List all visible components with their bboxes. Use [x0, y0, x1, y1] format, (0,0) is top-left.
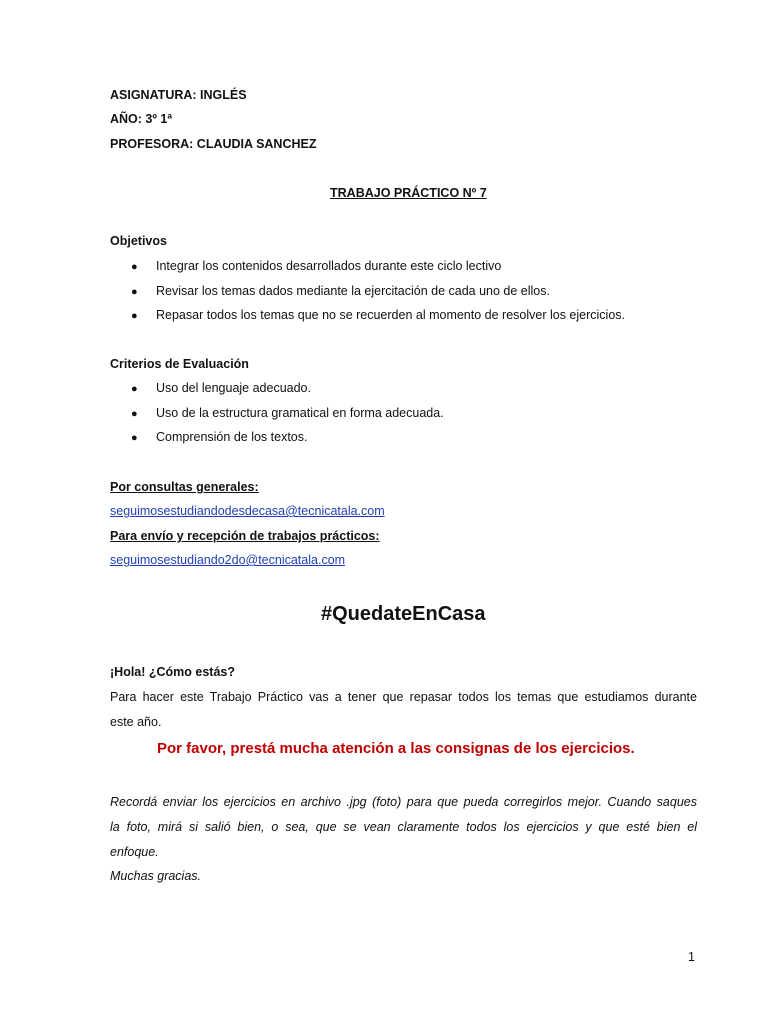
list-item: Repasar todos los temas que no se recuerden al momento de resolver los ejercicios. — [156, 308, 625, 322]
envio-email-link[interactable]: seguimosestudiando2do@tecnicatala.com — [110, 553, 346, 567]
bullet-icon: ● — [131, 261, 138, 273]
list-item: Revisar los temas dados mediante la ejercitación de cada uno de ellos. — [156, 284, 550, 298]
year-line: AÑO: 3º 1ª — [110, 112, 172, 126]
list-item: Comprensión de los textos. — [156, 430, 308, 444]
bullet-icon: ● — [131, 286, 138, 298]
consultas-label: Por consultas generales: — [110, 480, 259, 494]
bullet-icon: ● — [131, 432, 138, 444]
intro-line-1: Para hacer este Trabajo Práctico vas a tener que repasar todos los temas que estudiamos durante — [110, 690, 697, 704]
teacher-line: PROFESORA: CLAUDIA SANCHEZ — [110, 137, 317, 151]
bullet-icon: ● — [131, 383, 138, 395]
criterios-heading: Criterios de Evaluación — [110, 357, 249, 371]
consultas-email-link[interactable]: seguimosestudiandodesdecasa@tecnicatala.com — [110, 504, 385, 518]
objetivos-heading: Objetivos — [110, 234, 167, 248]
subject-line: ASIGNATURA: INGLÉS — [110, 88, 247, 102]
list-item: Integrar los contenidos desarrollados durante este ciclo lectivo — [156, 259, 502, 273]
greeting: ¡Hola! ¿Cómo estás? — [110, 665, 236, 679]
hashtag-heading: #QuedateEnCasa — [321, 603, 486, 625]
bullet-icon: ● — [131, 408, 138, 420]
thanks-line: Muchas gracias. — [110, 869, 202, 883]
note-line-3: enfoque. — [110, 845, 159, 859]
list-item: Uso de la estructura gramatical en forma adecuada. — [156, 406, 444, 420]
page-number: 1 — [688, 950, 695, 964]
note-line-2: la foto, mirá si salió bien, o sea, que se vean claramente todos los ejercicios y que esté bien el — [110, 820, 697, 834]
note-line-1: Recordá enviar los ejercicios en archivo .jpg (foto) para que pueda corregirlos mejor. Cuando saques — [110, 795, 697, 809]
envio-label: Para envío y recepción de trabajos prácticos: — [110, 529, 380, 543]
bullet-icon: ● — [131, 310, 138, 322]
attention-notice: Por favor, prestá mucha atención a las consignas de los ejercicios. — [157, 740, 635, 757]
document-title: TRABAJO PRÁCTICO Nº 7 — [330, 186, 487, 200]
intro-line-2: este año. — [110, 715, 162, 729]
list-item: Uso del lenguaje adecuado. — [156, 381, 311, 395]
